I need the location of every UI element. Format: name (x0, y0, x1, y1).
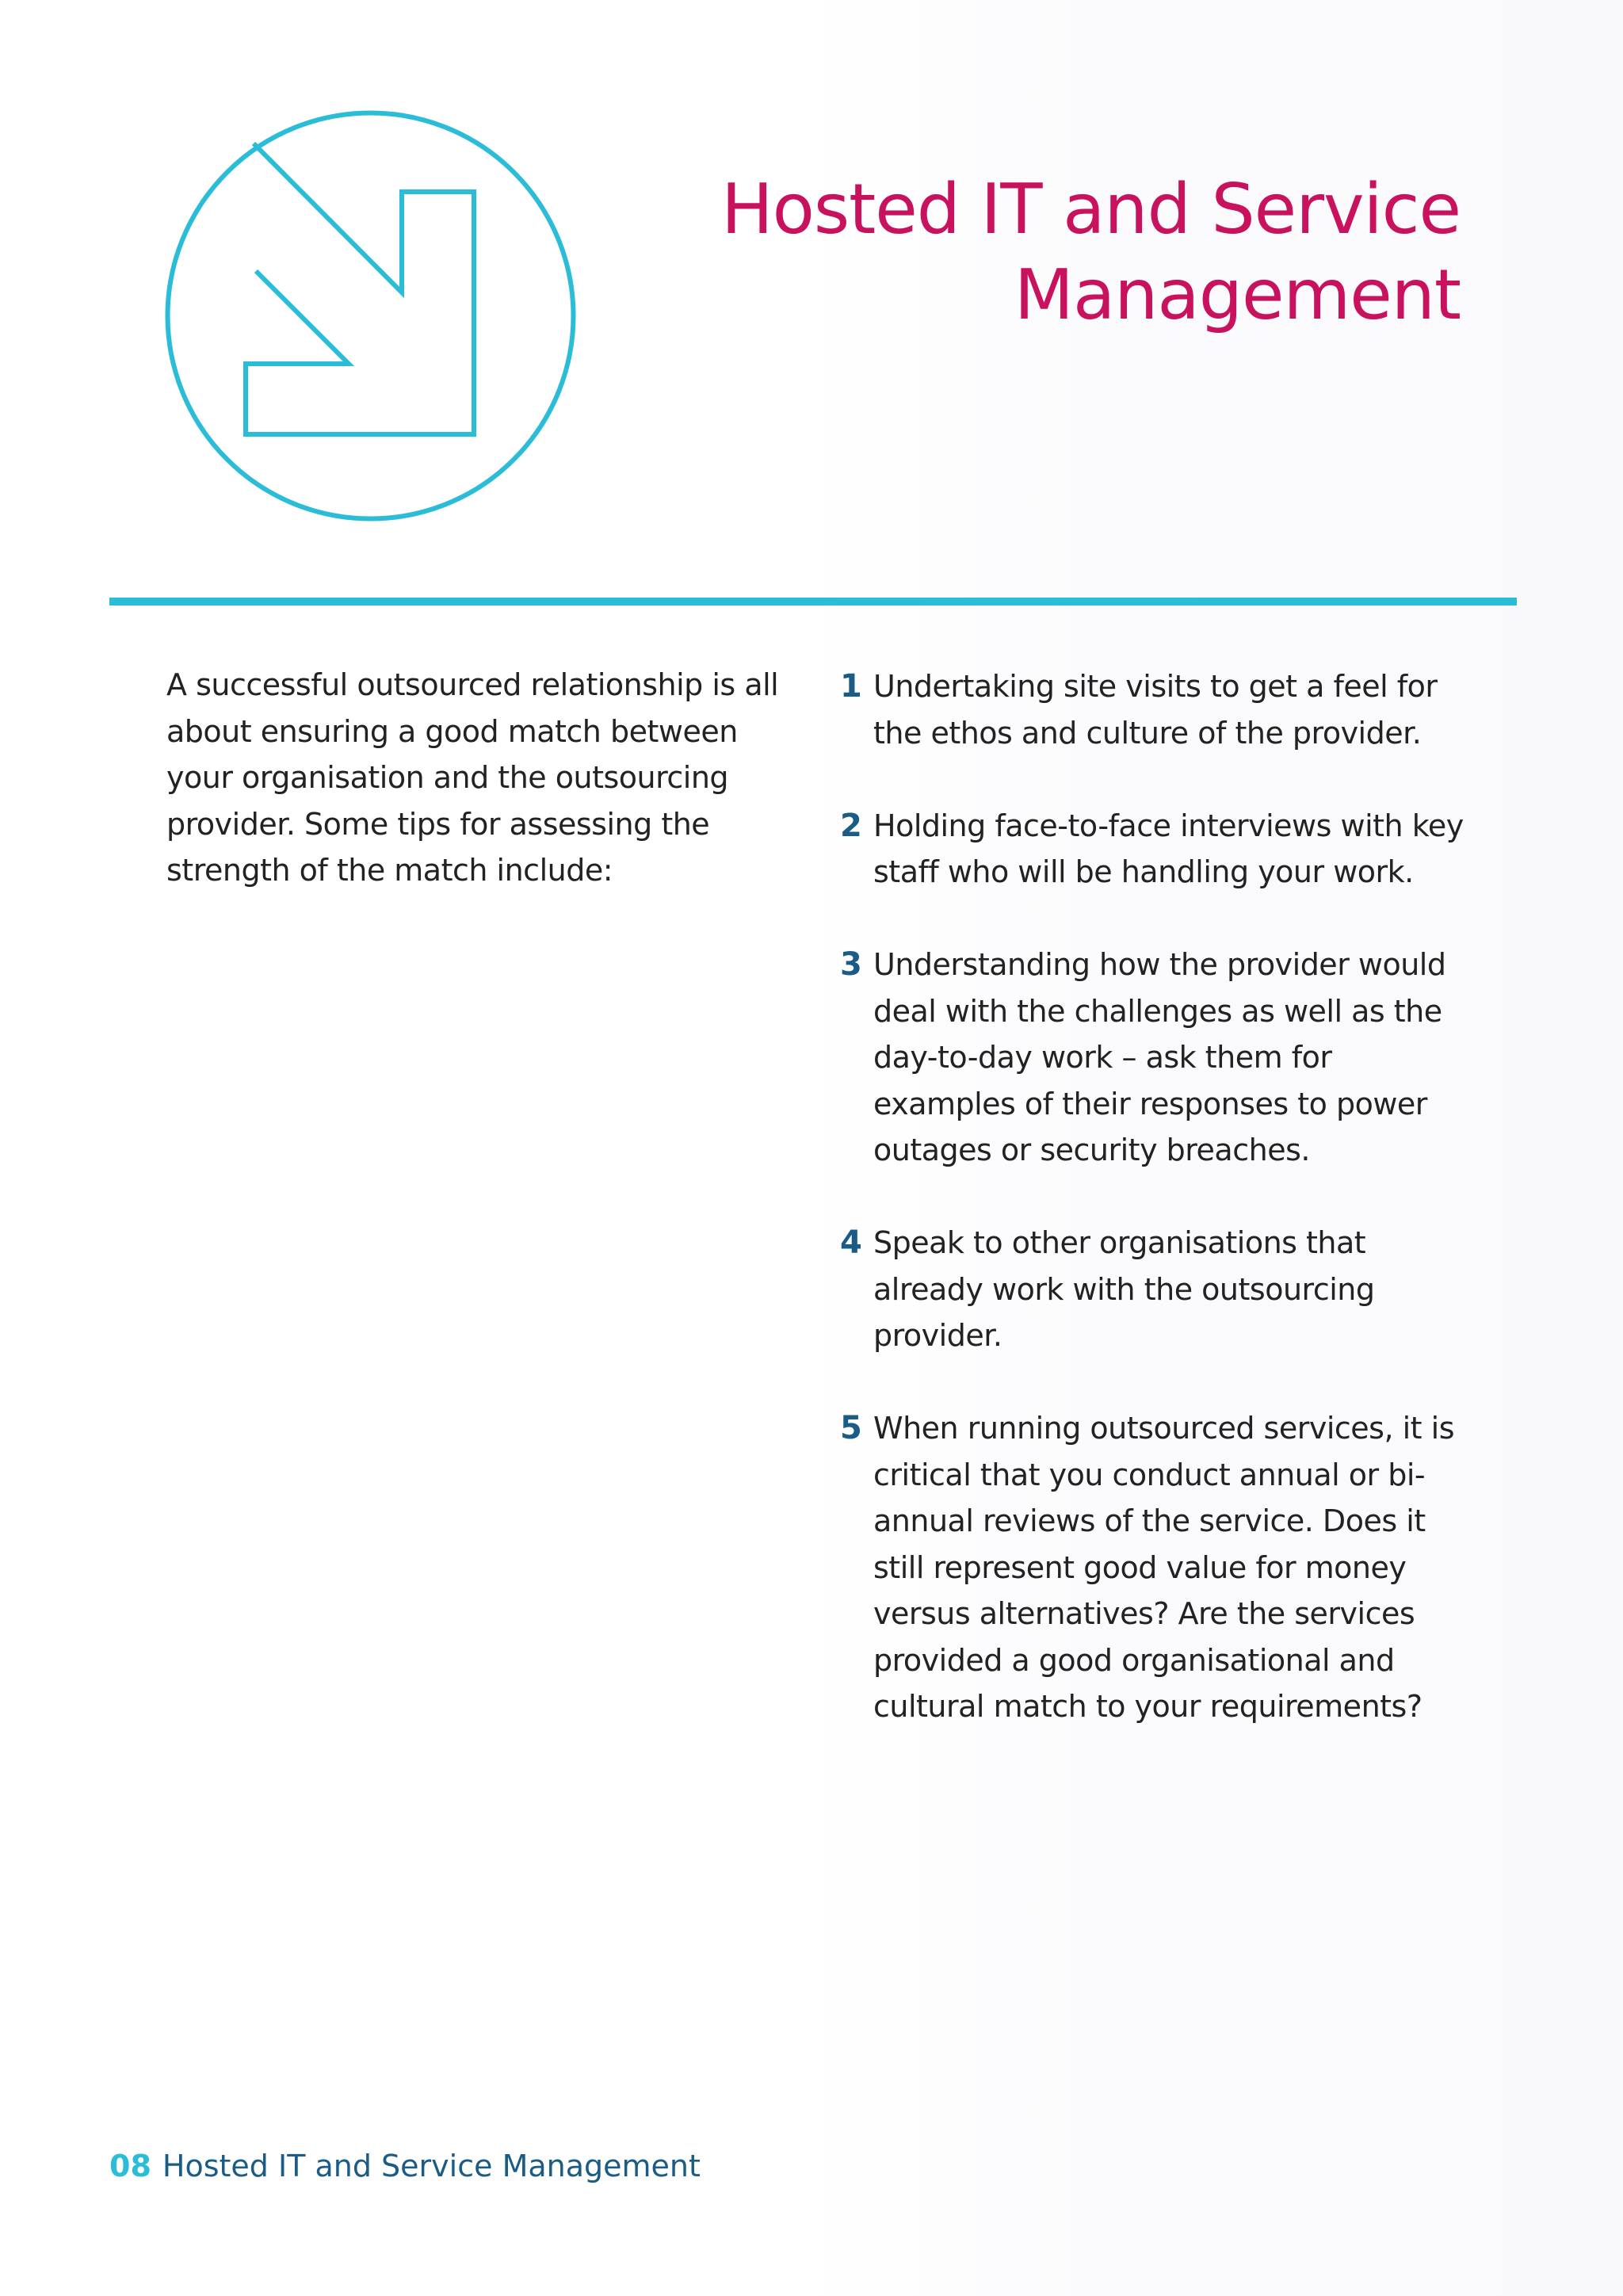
tip-item (840, 1220, 1474, 1359)
page-title (668, 166, 1461, 338)
tip-number: 1 (840, 668, 862, 705)
tip-number: 5 (840, 1410, 862, 1446)
tip-item (840, 803, 1474, 896)
tip-number: 4 (840, 1224, 862, 1261)
page-title-line-1: Hosted IT and Service (721, 169, 1461, 250)
tip-number: 2 (840, 807, 862, 844)
tip-text: Holding face-to-face interviews with key staff who will be handling your work. (873, 808, 1464, 889)
tip-item (840, 1405, 1474, 1730)
page-footer (109, 2146, 701, 2186)
tip-item (840, 942, 1474, 1174)
tip-number: 3 (840, 946, 862, 983)
page-number: 08 (109, 2149, 151, 2183)
tip-text: Understanding how the provider would deal with the challenges as well as the day-to-day work – ask them for examples of their responses to power outages or security breaches. (873, 947, 1446, 1167)
footer-section-title: Hosted IT and Service Management (162, 2149, 701, 2183)
arrow-down-right-circle-icon (162, 108, 579, 524)
tip-text: Speak to other organisations that already work with the outsourcing provider. (873, 1225, 1375, 1353)
tips-list (840, 663, 1474, 1776)
tip-text: When running outsourced services, it is critical that you conduct annual or bi-annual reviews of the service. Does it still represent good value for money versus alternatives? Are the services provided a good organisational and cultural match to your requirements? (873, 1411, 1455, 1724)
tip-item (840, 663, 1474, 756)
section-divider (109, 598, 1517, 606)
page-title-line-2: Management (1014, 254, 1461, 335)
intro-paragraph: A successful outsourced relationship is all about ensuring a good match between your organisation and the outsourcing provider. Some tips for assessing the strength of the match include: (166, 667, 779, 888)
tip-text: Undertaking site visits to get a feel for the ethos and culture of the provider. (873, 669, 1438, 751)
